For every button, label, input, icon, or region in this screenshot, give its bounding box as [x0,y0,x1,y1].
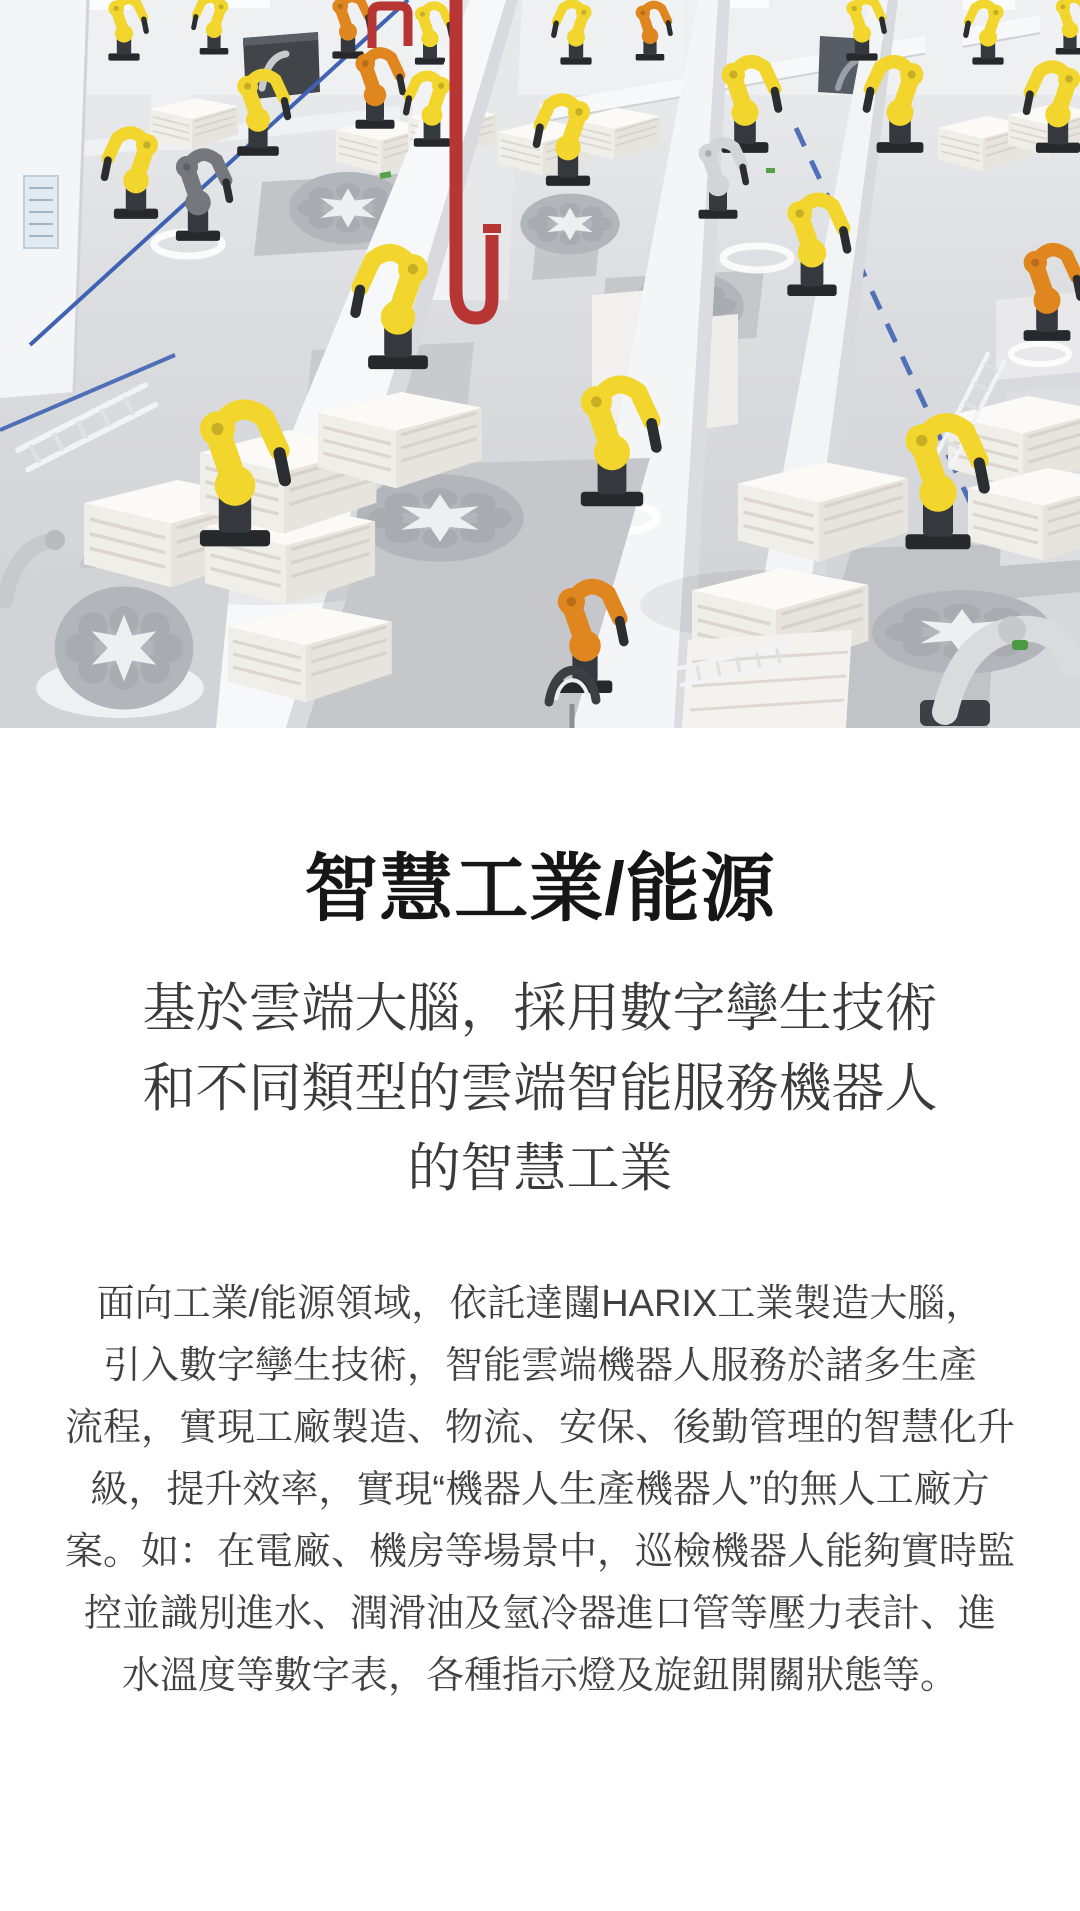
section-subtitle-line: 和不同類型的雲端智能服務機器人 [142,1059,938,1118]
section-body-line: 引入數字孿生技術，智能雲端機器人服務於諸多生產 [102,1345,977,1387]
section-title: 智慧工業/能源 [304,847,776,930]
section-subtitle [40,969,1040,1209]
section-body-line: 面向工業/能源領域，依託達闥HARIX工業製造大腦， [96,1283,984,1325]
section-subtitle-line: 基於雲端大腦，採用數字孿生技術 [142,979,938,1038]
section-body-line: 流程，實現工廠製造、物流、安保、後勤管理的智慧化升 [64,1407,1015,1449]
section-body-line: 級，提升效率，實現“機器人生產機器人”的無人工廠方 [90,1469,990,1511]
section-body-line: 控並識別進水、潤滑油及氫冷器進口管等壓力表計、進 [83,1593,996,1635]
section-subtitle-line: 的智慧工業 [407,1139,673,1198]
factory-scene [0,0,1080,728]
section-body-line: 案。如：在電廠、機房等場景中，巡檢機器人能夠實時監 [64,1531,1015,1573]
hero-factory-image [0,0,1080,728]
text-section [0,846,1080,1707]
section-body [50,1273,1030,1707]
section-body-line: 水溫度等數字表，各種指示燈及旋鈕開關狀態等。 [121,1655,958,1697]
